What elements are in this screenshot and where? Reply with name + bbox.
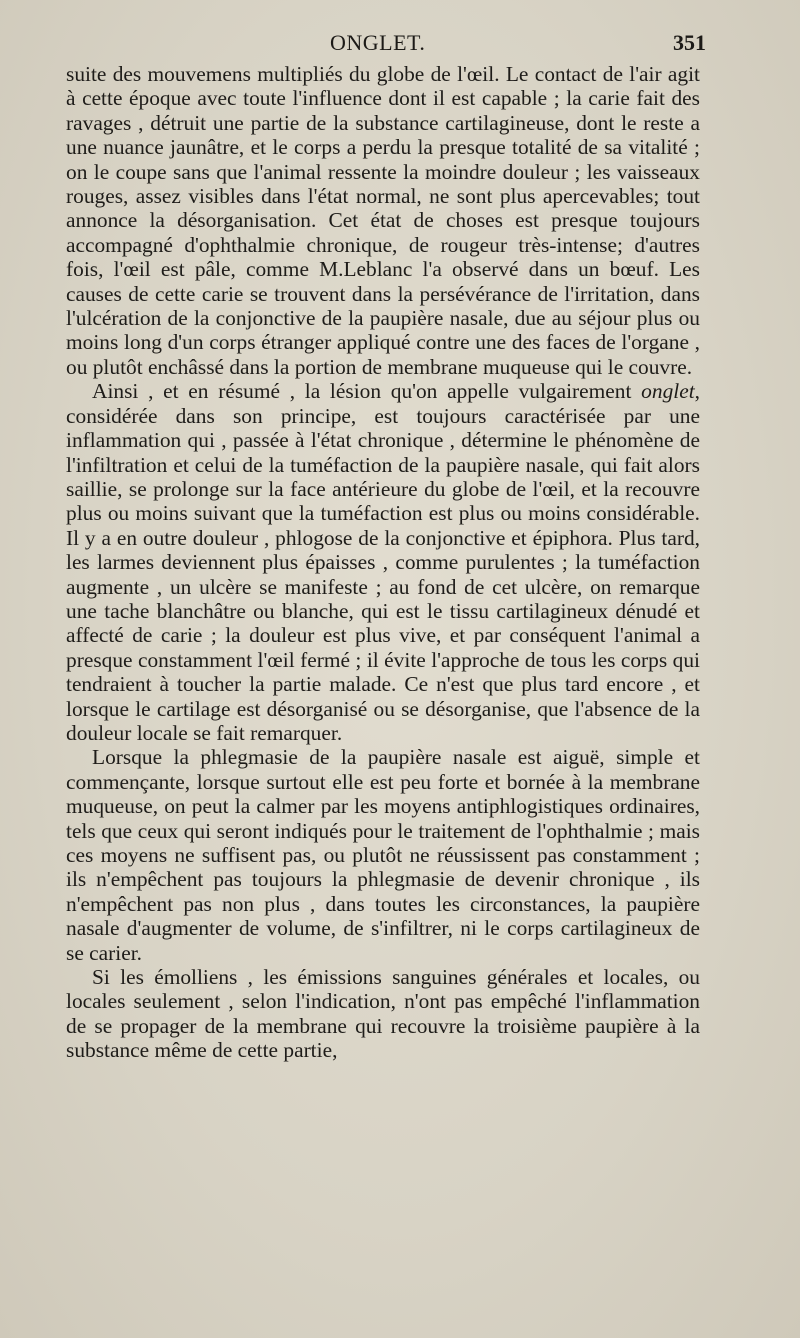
paragraph-1: [66, 62, 700, 379]
body-text: [66, 62, 700, 1063]
paragraph-text: Si les émolliens , les émissions sanguines générales et locales, ou locales seulement , selon l'indication, n'ont pas empêché l'inflammation de se propager de la membrane qui recouvre la troisième paupière à la substance même de cette partie,: [66, 965, 700, 1063]
paragraph-text: , considérée dans son principe, est toujours caractérisée par une inflammation qui , passée à l'état chronique , détermine le phénomène de l'infiltration et celui de la tuméfaction de la paupière nasale, qui fait alors saillie, se prolonge sur la face antérieure du globe de l'œil, et la recouvre plus ou moins suivant que la tuméfaction est plus ou moins considérable. Il y a en outre douleur , phlogose de la conjonctive et épiphora. Plus tard, les larmes deviennent plus épaisses , comme purulentes ; la tuméfaction augmente , un ulcère se manifeste ; au fond de cet ulcère, on remarque une tache blanchâtre ou blanche, qui est le tissu cartilagineux dénudé et affecté de carie ; la douleur est plus vive, et par conséquent l'animal a presque constamment l'œil fermé ; il évite l'approche de tous les corps qui tendraient à toucher la partie malade. Ce n'est que plus tard encore , et lorsque le cartilage est désorganisé ou se désorganise, que l'absence de la douleur locale se fait remarquer.: [66, 379, 700, 745]
paragraph-text: Lorsque la phlegmasie de la paupière nasale est aiguë, simple et commençante, lorsque surtout elle est peu forte et bornée à la membrane muqueuse, on peut la calmer par les moyens antiphlogistiques ordinaires, tels que ceux qui seront indiqués pour le traitement de l'ophthalmie ; mais ces moyens ne suffisent pas, ou plutôt ne réussissent pas constamment ; ils n'empêchent pas toujours la phlegmasie de devenir chronique , ils n'empêchent pas non plus , dans toutes les circonstances, la paupière nasale d'augmenter de volume, de s'infiltrer, ni le corps cartilagineux de se carier.: [66, 745, 700, 965]
running-head: [66, 30, 706, 60]
paragraph-2: [66, 379, 700, 745]
page-number: 351: [673, 30, 706, 55]
paragraph-3: [66, 745, 700, 965]
paragraph-4: [66, 965, 700, 1063]
running-title: ONGLET.: [330, 30, 426, 55]
paragraph-text: suite des mouvemens multipliés du globe de l'œil. Le contact de l'air agit à cette époque avec toute l'influence dont il est capable ; la carie fait des ravages , détruit une partie de la substance cartilagineuse, dont le reste a une nuance jaunâtre, et le corps a perdu la presque totalité de sa vitalité ; on le coupe sans que l'animal ressente la moindre douleur ; les vaisseaux rouges, assez visibles dans l'état normal, ne sont plus apercevables; tout annonce la désorganisation. Cet état de choses est presque toujours accompagné d'ophthalmie chronique, de rougeur très-intense; d'autres fois, l'œil est pâle, comme M.Leblanc l'a observé dans un bœuf. Les causes de cette carie se trouvent dans la persévérance de l'irritation, dans l'ulcération de la conjonctive de la paupière nasale, due au séjour plus ou moins long d'un corps étranger appliqué contre une des faces de l'organe , ou plutôt enchâssé dans la portion de membrane muqueuse qui le couvre.: [66, 62, 700, 379]
italic-term-onglet: onglet: [641, 379, 695, 404]
paragraph-text: Ainsi , et en résumé , la lésion qu'on appelle vulgairement: [92, 379, 642, 404]
